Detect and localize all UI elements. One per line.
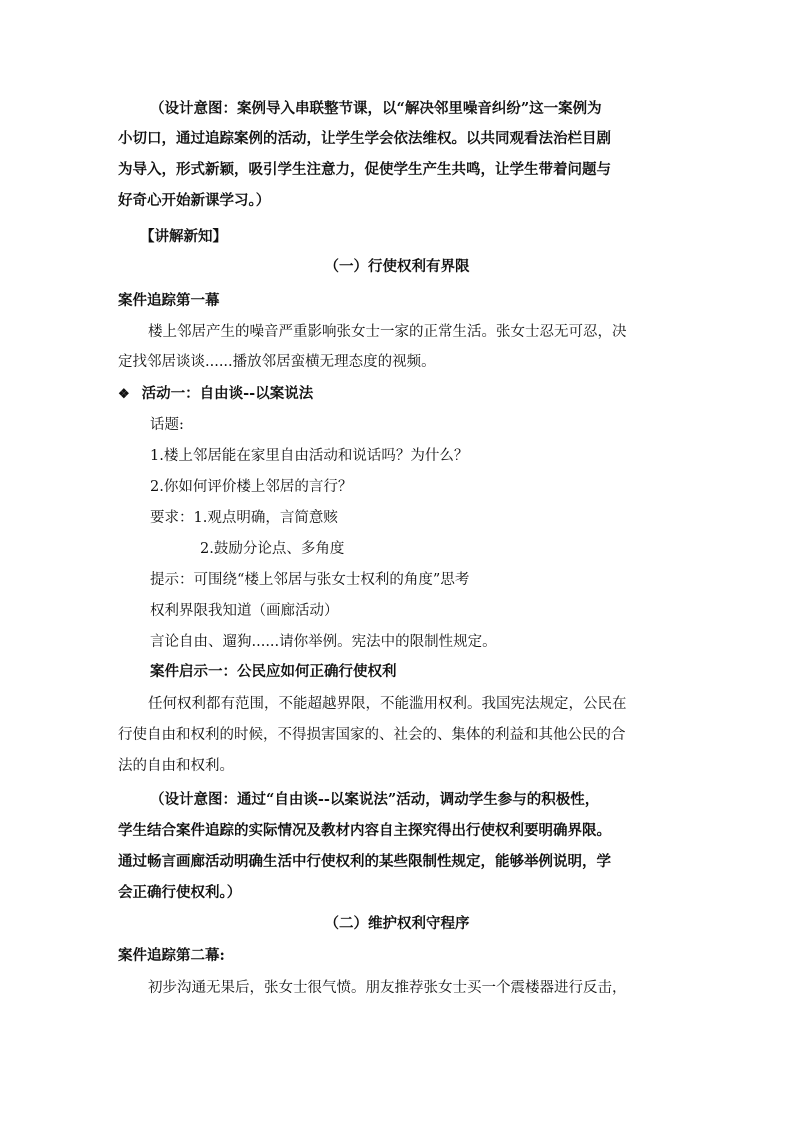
design-intent-2-line-2: 学生结合案件追踪的实际情况及教材内容自主探究得出行使权利要明确界限。 (118, 822, 611, 839)
design-intent-2-line-1: （设计意图：通过“自由谈--以案说法”活动，调动学生参与的积极性， (150, 791, 600, 808)
activity-1-heading (118, 384, 313, 405)
diamond-bullet-icon: ❖ (118, 387, 130, 402)
heading-2: （二）维护权利守程序 (324, 915, 470, 932)
case-2-text-line-1: 初步沟通无果后，张女士很气愤。朋友推荐张女士买一个震楼器进行反击， (148, 980, 627, 996)
activity-1-title: 活动一：自由谈--以案说法 (141, 385, 314, 402)
insight-1-text-line-3: 法的自由和权利。 (118, 758, 234, 774)
activity-1-examples: 言论自由、遛狗......请你举例。宪法中的限制性规定。 (150, 634, 497, 650)
design-intent-2-line-4: 会正确行使权利。） (118, 884, 242, 901)
design-intent-1-line-2: 小切口，通过追踪案例的活动，让学生学会依法维权。以共同观看法治栏目剧 (118, 130, 611, 147)
section-label: 【讲解新知】 (140, 228, 227, 245)
case-1-title: 案件追踪第一幕 (118, 292, 220, 309)
activity-1-requirement-2: 2.鼓励分论点、多角度 (200, 541, 345, 557)
activity-1-requirement-1: 要求：1.观点明确，言简意赅 (150, 510, 338, 526)
case-1-text-line-1: 楼上邻居产生的噪音严重影响张女士一家的正常生活。张女士忍无可忍，决 (148, 324, 627, 340)
activity-1-question-1: 1.楼上邻居能在家里自由活动和说话吗？为什么？ (150, 448, 469, 464)
activity-1-topic-label: 话题: (150, 417, 184, 433)
activity-1-gallery: 权利界限我知道（画廊活动） (150, 603, 339, 619)
insight-1-text-line-1: 任何权利都有范围，不能超越界限，不能滥用权利。我国宪法规定，公民在 (148, 696, 627, 712)
design-intent-1-line-3: 为导入，形式新颖，吸引学生注意力，促使学生产生共鸣，让学生带着问题与 (118, 161, 611, 178)
case-1-text-line-2: 定找邻居谈谈......播放邻居蛮横无理态度的视频。 (118, 354, 436, 370)
case-2-title: 案件追踪第二幕: (118, 947, 225, 964)
insight-1-text-line-2: 行使自由和权利的时候，不得损害国家的、社会的、集体的利益和其他公民的合 (118, 727, 626, 743)
design-intent-1-line-1: （设计意图：案例导入串联整节课，以“解决邻里噪音纠纷”这一案例为 (150, 100, 602, 117)
design-intent-1-line-4: 好奇心开始新课学习。） (118, 192, 271, 209)
activity-1-hint: 提示：可围绕“楼上邻居与张女士权利的角度”思考 (150, 572, 470, 588)
insight-1-title: 案件启示一：公民应如何正确行使权利 (150, 663, 397, 680)
heading-1: （一）行使权利有界限 (324, 258, 470, 275)
activity-1-question-2: 2.你如何评价楼上邻居的言行？ (150, 479, 353, 495)
design-intent-2-line-3: 通过畅言画廊活动明确生活中行使权利的某些限制性规定，能够举例说明，学 (118, 853, 611, 870)
